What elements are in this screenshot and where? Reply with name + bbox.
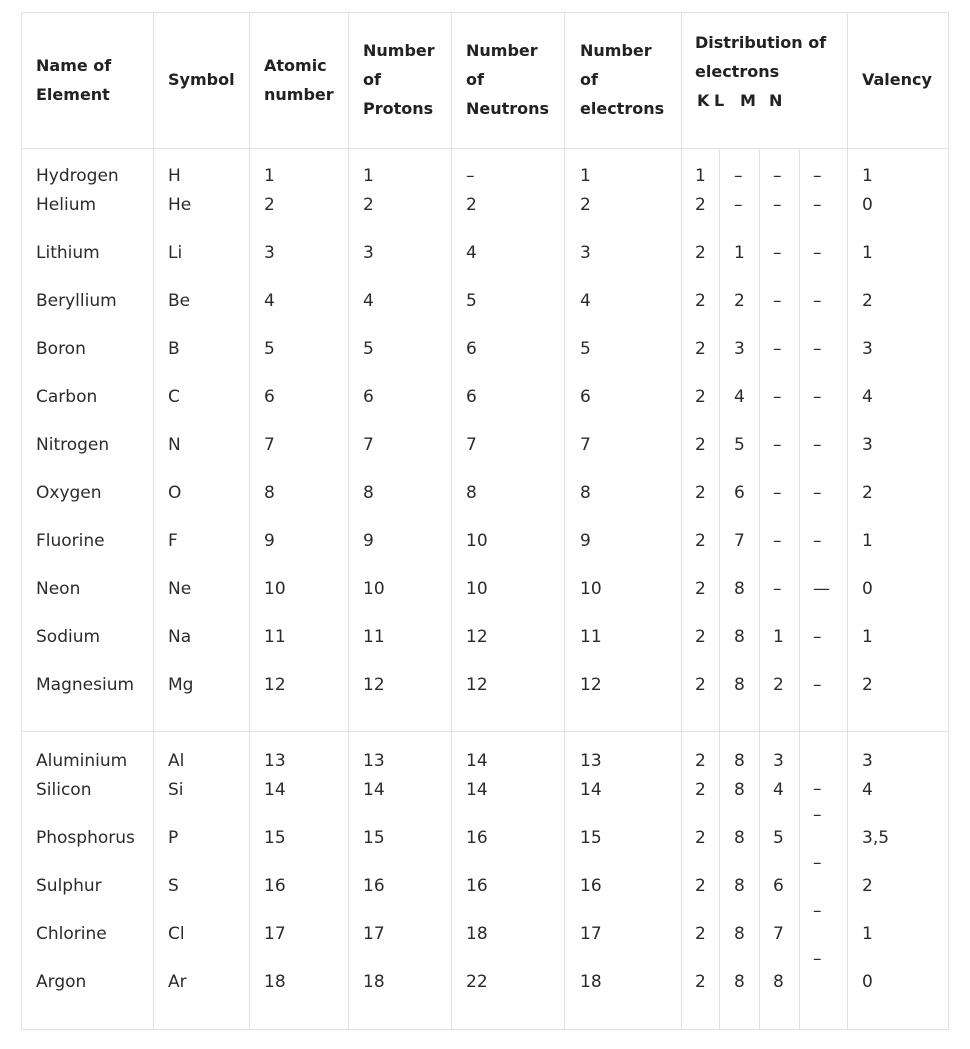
- cell-k: 2: [695, 579, 706, 599]
- cell-protons: 9: [363, 531, 374, 551]
- cell-electrons: 8: [580, 483, 591, 503]
- header-shell-k: K: [697, 91, 710, 110]
- cell-neutrons: 7: [466, 435, 477, 455]
- cell-l: 2: [734, 291, 745, 311]
- cell-k: 2: [695, 924, 706, 944]
- n-shell-dash: –: [813, 805, 822, 825]
- cell-protons: 10: [363, 579, 385, 599]
- column-divider: [759, 148, 760, 1029]
- cell-k: 2: [695, 483, 706, 503]
- cell-l: 4: [734, 387, 745, 407]
- cell-electrons: 11: [580, 627, 602, 647]
- cell-protons: 3: [363, 243, 374, 263]
- cell-k: 2: [695, 243, 706, 263]
- cell-k: 2: [695, 751, 706, 771]
- cell-m: 1: [773, 627, 784, 647]
- cell-valency: 1: [862, 166, 873, 186]
- cell-name: Magnesium: [36, 675, 135, 695]
- cell-name: Sodium: [36, 627, 101, 647]
- cell-l: 8: [734, 924, 745, 944]
- cell-valency: 0: [862, 195, 873, 215]
- cell-symbol: Be: [168, 291, 191, 311]
- cell-n: –: [813, 166, 822, 186]
- cell-symbol: C: [168, 387, 180, 407]
- cell-m: –: [773, 435, 782, 455]
- cell-n: –: [813, 339, 822, 359]
- cell-protons: 14: [363, 780, 385, 800]
- cell-n: –: [813, 243, 822, 263]
- cell-neutrons: 14: [466, 780, 488, 800]
- cell-n: –: [813, 675, 822, 695]
- header-electrons: Number of electrons: [580, 41, 665, 118]
- cell-atomic: 12: [264, 675, 286, 695]
- cell-atomic: 13: [264, 751, 286, 771]
- cell-l: 8: [734, 675, 745, 695]
- cell-name: Aluminium: [36, 751, 128, 771]
- cell-atomic: 15: [264, 828, 286, 848]
- cell-l: 7: [734, 531, 745, 551]
- cell-m: –: [773, 531, 782, 551]
- cell-protons: 2: [363, 195, 374, 215]
- cell-k: 2: [695, 780, 706, 800]
- cell-valency: 0: [862, 972, 873, 992]
- cell-k: 2: [695, 339, 706, 359]
- cell-electrons: 5: [580, 339, 591, 359]
- cell-symbol: He: [168, 195, 192, 215]
- cell-m: 8: [773, 972, 784, 992]
- cell-electrons: 4: [580, 291, 591, 311]
- cell-atomic: 6: [264, 387, 275, 407]
- cell-atomic: 14: [264, 780, 286, 800]
- cell-electrons: 6: [580, 387, 591, 407]
- cell-neutrons: 16: [466, 828, 488, 848]
- cell-n: –: [813, 627, 822, 647]
- cell-protons: 4: [363, 291, 374, 311]
- column-divider: [719, 148, 720, 1029]
- cell-valency: 1: [862, 531, 873, 551]
- cell-m: –: [773, 483, 782, 503]
- cell-symbol: H: [168, 166, 181, 186]
- cell-valency: 1: [862, 243, 873, 263]
- cell-protons: 17: [363, 924, 385, 944]
- cell-atomic: 9: [264, 531, 275, 551]
- cell-k: 2: [695, 531, 706, 551]
- cell-neutrons: 2: [466, 195, 477, 215]
- cell-n: –: [813, 483, 822, 503]
- cell-protons: 12: [363, 675, 385, 695]
- cell-name: Nitrogen: [36, 435, 110, 455]
- cell-protons: 13: [363, 751, 385, 771]
- cell-symbol: S: [168, 876, 179, 896]
- header-neutrons: Number of Neutrons: [466, 41, 550, 118]
- cell-atomic: 17: [264, 924, 286, 944]
- cell-symbol: P: [168, 828, 179, 848]
- cell-symbol: Si: [168, 780, 184, 800]
- cell-n: —: [813, 579, 830, 599]
- cell-symbol: Mg: [168, 675, 194, 695]
- cell-valency: 4: [862, 780, 873, 800]
- cell-neutrons: 10: [466, 531, 488, 551]
- cell-valency: 2: [862, 675, 873, 695]
- cell-name: Oxygen: [36, 483, 102, 503]
- cell-n: –: [813, 291, 822, 311]
- cell-atomic: 8: [264, 483, 275, 503]
- cell-k: 1: [695, 166, 706, 186]
- cell-protons: 16: [363, 876, 385, 896]
- cell-l: 8: [734, 828, 745, 848]
- cell-n: –: [813, 387, 822, 407]
- header-symbol: Symbol: [168, 70, 235, 89]
- column-divider: [847, 13, 848, 1029]
- cell-electrons: 10: [580, 579, 602, 599]
- cell-electrons: 2: [580, 195, 591, 215]
- cell-m: 3: [773, 751, 784, 771]
- cell-electrons: 3: [580, 243, 591, 263]
- cell-symbol: Na: [168, 627, 192, 647]
- cell-symbol: N: [168, 435, 181, 455]
- cell-k: 2: [695, 195, 706, 215]
- cell-protons: 6: [363, 387, 374, 407]
- cell-atomic: 11: [264, 627, 286, 647]
- cell-k: 2: [695, 435, 706, 455]
- cell-name: Argon: [36, 972, 87, 992]
- cell-electrons: 16: [580, 876, 602, 896]
- cell-l: 8: [734, 780, 745, 800]
- cell-k: 2: [695, 972, 706, 992]
- cell-atomic: 10: [264, 579, 286, 599]
- cell-neutrons: 10: [466, 579, 488, 599]
- n-shell-dash: –: [813, 779, 822, 799]
- cell-neutrons: 4: [466, 243, 477, 263]
- cell-k: 2: [695, 828, 706, 848]
- cell-m: –: [773, 339, 782, 359]
- cell-symbol: O: [168, 483, 182, 503]
- cell-name: Fluorine: [36, 531, 105, 551]
- cell-n: –: [813, 531, 822, 551]
- cell-neutrons: 18: [466, 924, 488, 944]
- cell-protons: 18: [363, 972, 385, 992]
- header-valency: Valency: [862, 70, 932, 89]
- cell-symbol: Cl: [168, 924, 185, 944]
- cell-protons: 1: [363, 166, 374, 186]
- header-shell-m: M: [740, 91, 756, 110]
- cell-neutrons: 8: [466, 483, 477, 503]
- cell-name: Silicon: [36, 780, 92, 800]
- cell-symbol: F: [168, 531, 178, 551]
- cell-n: –: [813, 435, 822, 455]
- cell-neutrons: 12: [466, 675, 488, 695]
- header-shell-l: L: [714, 91, 725, 110]
- cell-neutrons: 14: [466, 751, 488, 771]
- cell-symbol: Al: [168, 751, 185, 771]
- cell-symbol: B: [168, 339, 180, 359]
- column-divider: [564, 13, 565, 1029]
- cell-electrons: 13: [580, 751, 602, 771]
- header-name: Name of Element: [36, 56, 112, 104]
- cell-k: 2: [695, 675, 706, 695]
- cell-m: –: [773, 387, 782, 407]
- cell-valency: 3: [862, 339, 873, 359]
- n-shell-dash: –: [813, 853, 822, 873]
- cell-valency: 2: [862, 291, 873, 311]
- element-table: [21, 12, 949, 1030]
- cell-name: Phosphorus: [36, 828, 135, 848]
- column-divider: [799, 148, 800, 1029]
- n-shell-dash: –: [813, 901, 822, 921]
- column-divider: [681, 13, 682, 1029]
- cell-electrons: 17: [580, 924, 602, 944]
- header-protons: Number of Protons: [363, 41, 435, 118]
- cell-electrons: 1: [580, 166, 591, 186]
- n-shell-dash: –: [813, 949, 822, 969]
- cell-name: Boron: [36, 339, 86, 359]
- cell-l: –: [734, 166, 743, 186]
- cell-valency: 2: [862, 483, 873, 503]
- cell-atomic: 16: [264, 876, 286, 896]
- cell-symbol: Ne: [168, 579, 192, 599]
- cell-neutrons: 6: [466, 339, 477, 359]
- cell-protons: 5: [363, 339, 374, 359]
- section-divider: [22, 731, 948, 732]
- cell-l: 5: [734, 435, 745, 455]
- cell-electrons: 18: [580, 972, 602, 992]
- cell-m: 6: [773, 876, 784, 896]
- cell-protons: 15: [363, 828, 385, 848]
- cell-protons: 8: [363, 483, 374, 503]
- cell-atomic: 4: [264, 291, 275, 311]
- cell-l: –: [734, 195, 743, 215]
- cell-m: –: [773, 579, 782, 599]
- column-divider: [153, 13, 154, 1029]
- cell-l: 8: [734, 972, 745, 992]
- cell-n: –: [813, 195, 822, 215]
- cell-name: Carbon: [36, 387, 98, 407]
- cell-valency: 1: [862, 924, 873, 944]
- cell-m: 7: [773, 924, 784, 944]
- cell-electrons: 7: [580, 435, 591, 455]
- cell-name: Beryllium: [36, 291, 117, 311]
- cell-k: 2: [695, 627, 706, 647]
- header-divider: [22, 148, 948, 149]
- cell-valency: 0: [862, 579, 873, 599]
- cell-l: 6: [734, 483, 745, 503]
- cell-neutrons: –: [466, 166, 475, 186]
- cell-name: Helium: [36, 195, 97, 215]
- column-divider: [451, 13, 452, 1029]
- header-shell-n: N: [769, 91, 783, 110]
- column-divider: [249, 13, 250, 1029]
- cell-m: 2: [773, 675, 784, 695]
- cell-neutrons: 22: [466, 972, 488, 992]
- cell-valency: 3,5: [862, 828, 890, 848]
- cell-electrons: 12: [580, 675, 602, 695]
- cell-atomic: 7: [264, 435, 275, 455]
- column-divider: [348, 13, 349, 1029]
- cell-name: Hydrogen: [36, 166, 119, 186]
- cell-name: Sulphur: [36, 876, 102, 896]
- cell-k: 2: [695, 876, 706, 896]
- cell-symbol: Ar: [168, 972, 187, 992]
- cell-electrons: 14: [580, 780, 602, 800]
- cell-electrons: 9: [580, 531, 591, 551]
- cell-m: 5: [773, 828, 784, 848]
- cell-atomic: 1: [264, 166, 275, 186]
- cell-m: –: [773, 291, 782, 311]
- cell-l: 8: [734, 627, 745, 647]
- cell-atomic: 5: [264, 339, 275, 359]
- cell-name: Neon: [36, 579, 81, 599]
- cell-atomic: 3: [264, 243, 275, 263]
- cell-k: 2: [695, 291, 706, 311]
- cell-m: 4: [773, 780, 784, 800]
- cell-atomic: 18: [264, 972, 286, 992]
- cell-l: 1: [734, 243, 745, 263]
- cell-neutrons: 5: [466, 291, 477, 311]
- cell-protons: 7: [363, 435, 374, 455]
- cell-l: 8: [734, 751, 745, 771]
- cell-m: –: [773, 243, 782, 263]
- cell-symbol: Li: [168, 243, 183, 263]
- cell-valency: 4: [862, 387, 873, 407]
- cell-l: 8: [734, 876, 745, 896]
- header-distribution: Distribution of electrons: [695, 33, 827, 81]
- cell-atomic: 2: [264, 195, 275, 215]
- cell-valency: 3: [862, 751, 873, 771]
- cell-k: 2: [695, 387, 706, 407]
- cell-neutrons: 16: [466, 876, 488, 896]
- cell-neutrons: 12: [466, 627, 488, 647]
- cell-m: –: [773, 195, 782, 215]
- cell-m: –: [773, 166, 782, 186]
- cell-name: Chlorine: [36, 924, 107, 944]
- cell-name: Lithium: [36, 243, 100, 263]
- cell-valency: 2: [862, 876, 873, 896]
- header-atomic-number: Atomic number: [264, 56, 334, 104]
- cell-valency: 3: [862, 435, 873, 455]
- cell-protons: 11: [363, 627, 385, 647]
- cell-l: 8: [734, 579, 745, 599]
- cell-l: 3: [734, 339, 745, 359]
- cell-valency: 1: [862, 627, 873, 647]
- cell-electrons: 15: [580, 828, 602, 848]
- cell-neutrons: 6: [466, 387, 477, 407]
